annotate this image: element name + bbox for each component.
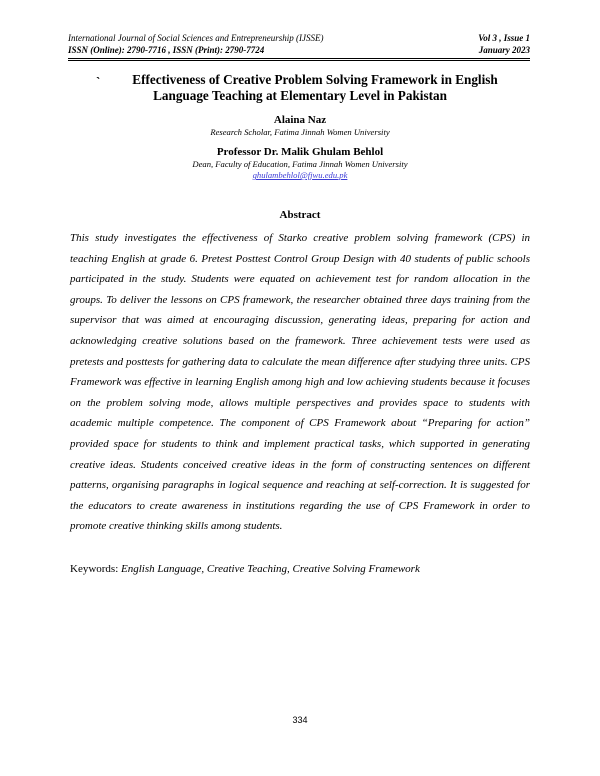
author-name: Alaina Naz (273, 114, 327, 126)
coauthor-affiliation: Dean, Faculty of Education, Fatima Jinnah Women University (192, 159, 408, 169)
title-line-2: Language Teaching at Elementary Level in Pakistan (153, 88, 447, 103)
abstract-text: This study investigates the effectiveness of Starko creative problem solving framework (CPS) in teaching English at grade 6. Pretest Posttest Control Group Design with 40 students of public schools participated in the study. Students were equated on achievement test for random allocation in the groups. To deliver the lessons on CPS framework, the researcher obtained three days training from the supervisor that was aimed at encouraging discussion, generating ideas, preparing for action and acknowledging creative solutions based on the framework. Three achievement tests were used as pretests and posttests for gathering data to calculate the mean difference after studying three units. CPS Framework was effective in learning English among high and low achieving students because it focuses on the problem solving mode, allows multiple perspectives and provides space to students with academic multiple competence. The component of CPS Framework about “Preparing for action” provided space for students to think and implement practical tasks, which supported in generating creative ideas. Students conceived creative ideas in the form of constructing sentences on different patterns, organising paragraphs in logical sequence and reaching at self-correction. It is suggested for the educators to create awareness in institutions regarding the use of CPS Framework in order to promote creative thinking skills among students. (70, 232, 530, 533)
paper-title (70, 72, 530, 104)
journal-name: International Journal of Social Sciences and Entrepreneurship (IJSSE) (68, 33, 324, 43)
email-link[interactable]: ghulambehlol@fjwu.edu.pk (252, 170, 348, 180)
page-number: 334 (292, 715, 308, 725)
keywords-label: Keywords: (70, 563, 119, 575)
publication-date: January 2023 (478, 45, 530, 55)
abstract-heading: Abstract (279, 209, 321, 221)
journal-header (68, 33, 530, 44)
title-marker: ` (96, 74, 101, 89)
volume-issue: Vol 3 , Issue 1 (478, 33, 530, 43)
coauthor-name: Professor Dr. Malik Ghulam Behlol (216, 146, 384, 158)
keywords-value: English Language, Creative Teaching, Creative Solving Framework (121, 563, 420, 575)
header-divider-secondary (68, 60, 530, 61)
journal-subheader (68, 45, 530, 56)
keywords (70, 563, 420, 575)
coauthor-email (70, 170, 530, 180)
issn: ISSN (Online): 2790-7716 , ISSN (Print): 2790-7724 (68, 45, 265, 55)
author-affiliation: Research Scholar, Fatima Jinnah Women University (210, 127, 390, 137)
title-line-1: Effectiveness of Creative Problem Solving Framework in English (132, 72, 498, 87)
header-divider (68, 58, 530, 59)
